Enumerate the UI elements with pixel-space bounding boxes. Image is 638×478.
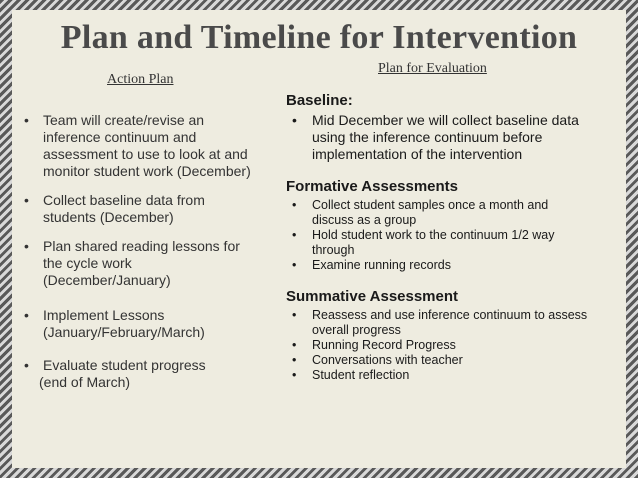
action-plan-item xyxy=(22,357,272,391)
action-plan-item xyxy=(22,112,272,180)
summative-item xyxy=(286,368,616,383)
summative-line: Running Record Progress xyxy=(312,338,456,352)
action-plan-line: Collect baseline data from xyxy=(43,192,205,208)
baseline-line: implementation of the intervention xyxy=(312,146,523,162)
action-plan-line: Team will create/revise an xyxy=(43,112,205,128)
summative-item xyxy=(286,338,616,353)
formative-line: through xyxy=(312,243,355,257)
action-plan-item xyxy=(22,307,272,341)
action-plan-line: inference continuum and xyxy=(43,129,197,145)
summative-line: Student reflection xyxy=(312,368,410,382)
action-plan-line: monitor student work (December) xyxy=(43,163,251,179)
formative-line: Collect student samples once a month and xyxy=(312,198,549,212)
formative-line: discuss as a group xyxy=(312,213,417,227)
action-plan-line: Evaluate student progress xyxy=(43,357,206,373)
baseline-item xyxy=(286,112,616,163)
formative-line: Examine running records xyxy=(312,258,451,272)
formative-list xyxy=(286,198,616,273)
action-plan-list xyxy=(22,112,272,403)
summative-item xyxy=(286,353,616,368)
formative-item xyxy=(286,228,616,258)
action-plan-item xyxy=(22,238,272,289)
summative-line: overall progress xyxy=(312,323,401,337)
baseline-title: Baseline: xyxy=(286,92,353,109)
summative-list xyxy=(286,308,616,383)
formative-item xyxy=(286,198,616,228)
baseline-line: using the inference continuum before xyxy=(312,129,543,145)
summative-line: Reassess and use inference continuum to assess xyxy=(312,308,588,322)
action-plan-heading: Action Plan xyxy=(107,72,174,87)
summative-title: Summative Assessment xyxy=(286,288,459,305)
baseline-list xyxy=(286,112,616,163)
action-plan-line: (end of March) xyxy=(39,374,131,390)
action-plan-item xyxy=(22,192,272,226)
action-plan-line: the cycle work xyxy=(43,255,132,271)
slide-title: Plan and Timeline for Intervention xyxy=(60,19,578,56)
action-plan-line: Plan shared reading lessons for xyxy=(43,238,240,254)
action-plan-line: students (December) xyxy=(43,209,174,225)
evaluation-heading: Plan for Evaluation xyxy=(378,61,487,76)
evaluation-column xyxy=(286,92,616,383)
action-plan-line: Implement Lessons xyxy=(43,307,165,323)
action-plan-line: (December/January) xyxy=(43,272,171,288)
formative-item xyxy=(286,258,616,273)
baseline-line: Mid December we will collect baseline data xyxy=(312,112,579,128)
formative-line: Hold student work to the continuum 1/2 way xyxy=(312,228,555,242)
action-plan-line: assessment to use to look at and xyxy=(43,146,248,162)
action-plan-line: (January/February/March) xyxy=(43,324,205,340)
formative-title: Formative Assessments xyxy=(286,178,459,195)
summative-line: Conversations with teacher xyxy=(312,353,463,367)
summative-item xyxy=(286,308,616,338)
